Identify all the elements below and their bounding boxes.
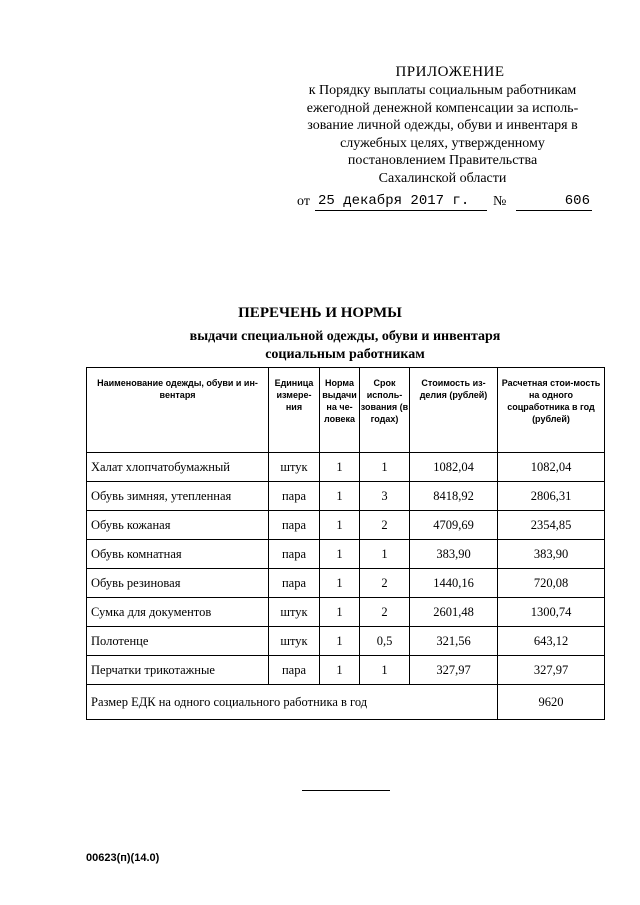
table-row <box>87 598 605 627</box>
decree-from-label: от <box>297 194 310 209</box>
header-name: Наименование одежды, обуви и ин-вентаря <box>87 368 269 453</box>
cell-term: 0,5 <box>360 627 410 656</box>
cell-cost: 4709,69 <box>410 511 498 540</box>
cell-annual-cost: 327,97 <box>498 656 605 685</box>
cell-annual-cost: 1300,74 <box>498 598 605 627</box>
appendix-line: ежегодной денежной компенсации за исполь- <box>306 100 579 116</box>
total-label: Размер ЕДК на одного социального работника в год <box>87 685 498 720</box>
cell-cost: 8418,92 <box>410 482 498 511</box>
cell-item: Обувь кожаная <box>87 511 269 540</box>
appendix-line: служебных целях, утвержденному <box>340 135 545 151</box>
table-row <box>87 540 605 569</box>
cell-norm: 1 <box>320 453 360 482</box>
cell-annual-cost: 2806,31 <box>498 482 605 511</box>
decree-line <box>297 191 597 213</box>
cell-norm: 1 <box>320 482 360 511</box>
cell-cost: 1440,16 <box>410 569 498 598</box>
cell-norm: 1 <box>320 627 360 656</box>
header-annual-cost: Расчетная стои-мость на одного соцработника в год (рублей) <box>498 368 605 453</box>
cell-term: 3 <box>360 482 410 511</box>
cell-item: Обувь комнатная <box>87 540 269 569</box>
cell-term: 1 <box>360 656 410 685</box>
table-total-row <box>87 685 605 720</box>
document-subtitle <box>130 328 560 364</box>
cell-cost: 327,97 <box>410 656 498 685</box>
cell-item: Сумка для документов <box>87 598 269 627</box>
cell-annual-cost: 720,08 <box>498 569 605 598</box>
appendix-block <box>285 62 600 187</box>
table-row <box>87 453 605 482</box>
cell-norm: 1 <box>320 569 360 598</box>
cell-norm: 1 <box>320 511 360 540</box>
table-row <box>87 482 605 511</box>
table-row <box>87 511 605 540</box>
appendix-line: Сахалинской области <box>378 170 507 186</box>
document-title: ПЕРЕЧЕНЬ И НОРМЫ <box>238 305 402 321</box>
decree-date: 25 декабря 2017 г. <box>315 193 487 211</box>
cell-item: Перчатки трикотажные <box>87 656 269 685</box>
cell-unit: штук <box>269 598 320 627</box>
cell-item: Халат хлопчатобумажный <box>87 453 269 482</box>
cell-item: Полотенце <box>87 627 269 656</box>
cell-unit: пара <box>269 482 320 511</box>
cell-annual-cost: 643,12 <box>498 627 605 656</box>
table-header-row <box>87 368 605 453</box>
cell-term: 2 <box>360 569 410 598</box>
header-norm: Норма выдачи на че-ловека <box>320 368 360 453</box>
separator-line <box>302 790 390 791</box>
norms-table <box>86 367 605 720</box>
cell-term: 2 <box>360 598 410 627</box>
table-row <box>87 569 605 598</box>
cell-annual-cost: 383,90 <box>498 540 605 569</box>
cell-annual-cost: 2354,85 <box>498 511 605 540</box>
cell-cost: 383,90 <box>410 540 498 569</box>
header-cost: Стоимость из-делия (рублей) <box>410 368 498 453</box>
cell-unit: пара <box>269 511 320 540</box>
cell-norm: 1 <box>320 598 360 627</box>
appendix-line: к Порядку выплаты социальным работникам <box>308 83 577 98</box>
cell-item: Обувь резиновая <box>87 569 269 598</box>
header-term: Срок исполь-зования (в годах) <box>360 368 410 453</box>
cell-term: 1 <box>360 453 410 482</box>
cell-term: 1 <box>360 540 410 569</box>
cell-cost: 2601,48 <box>410 598 498 627</box>
appendix-line: зование личной одежды, обуви и инвентаря в <box>307 118 578 133</box>
subtitle-line: социальным работникам <box>265 347 425 362</box>
cell-term: 2 <box>360 511 410 540</box>
cell-norm: 1 <box>320 540 360 569</box>
cell-item: Обувь зимняя, утепленная <box>87 482 269 511</box>
table-row <box>87 627 605 656</box>
footer-code: 00623(п)(14.0) <box>86 852 160 864</box>
cell-unit: штук <box>269 627 320 656</box>
cell-annual-cost: 1082,04 <box>498 453 605 482</box>
cell-unit: пара <box>269 569 320 598</box>
cell-unit: пара <box>269 656 320 685</box>
table-row <box>87 656 605 685</box>
cell-cost: 321,56 <box>410 627 498 656</box>
cell-unit: штук <box>269 453 320 482</box>
decree-number-label: № <box>493 194 507 209</box>
cell-cost: 1082,04 <box>410 453 498 482</box>
cell-unit: пара <box>269 540 320 569</box>
cell-norm: 1 <box>320 656 360 685</box>
decree-number: 606 <box>516 193 592 211</box>
subtitle-line: выдачи специальной одежды, обуви и инвентаря <box>189 329 501 344</box>
appendix-title: ПРИЛОЖЕНИЕ <box>395 64 505 80</box>
header-unit: Единица измере-ния <box>269 368 320 453</box>
total-value: 9620 <box>498 685 605 720</box>
appendix-line: постановлением Правительства <box>347 153 538 168</box>
